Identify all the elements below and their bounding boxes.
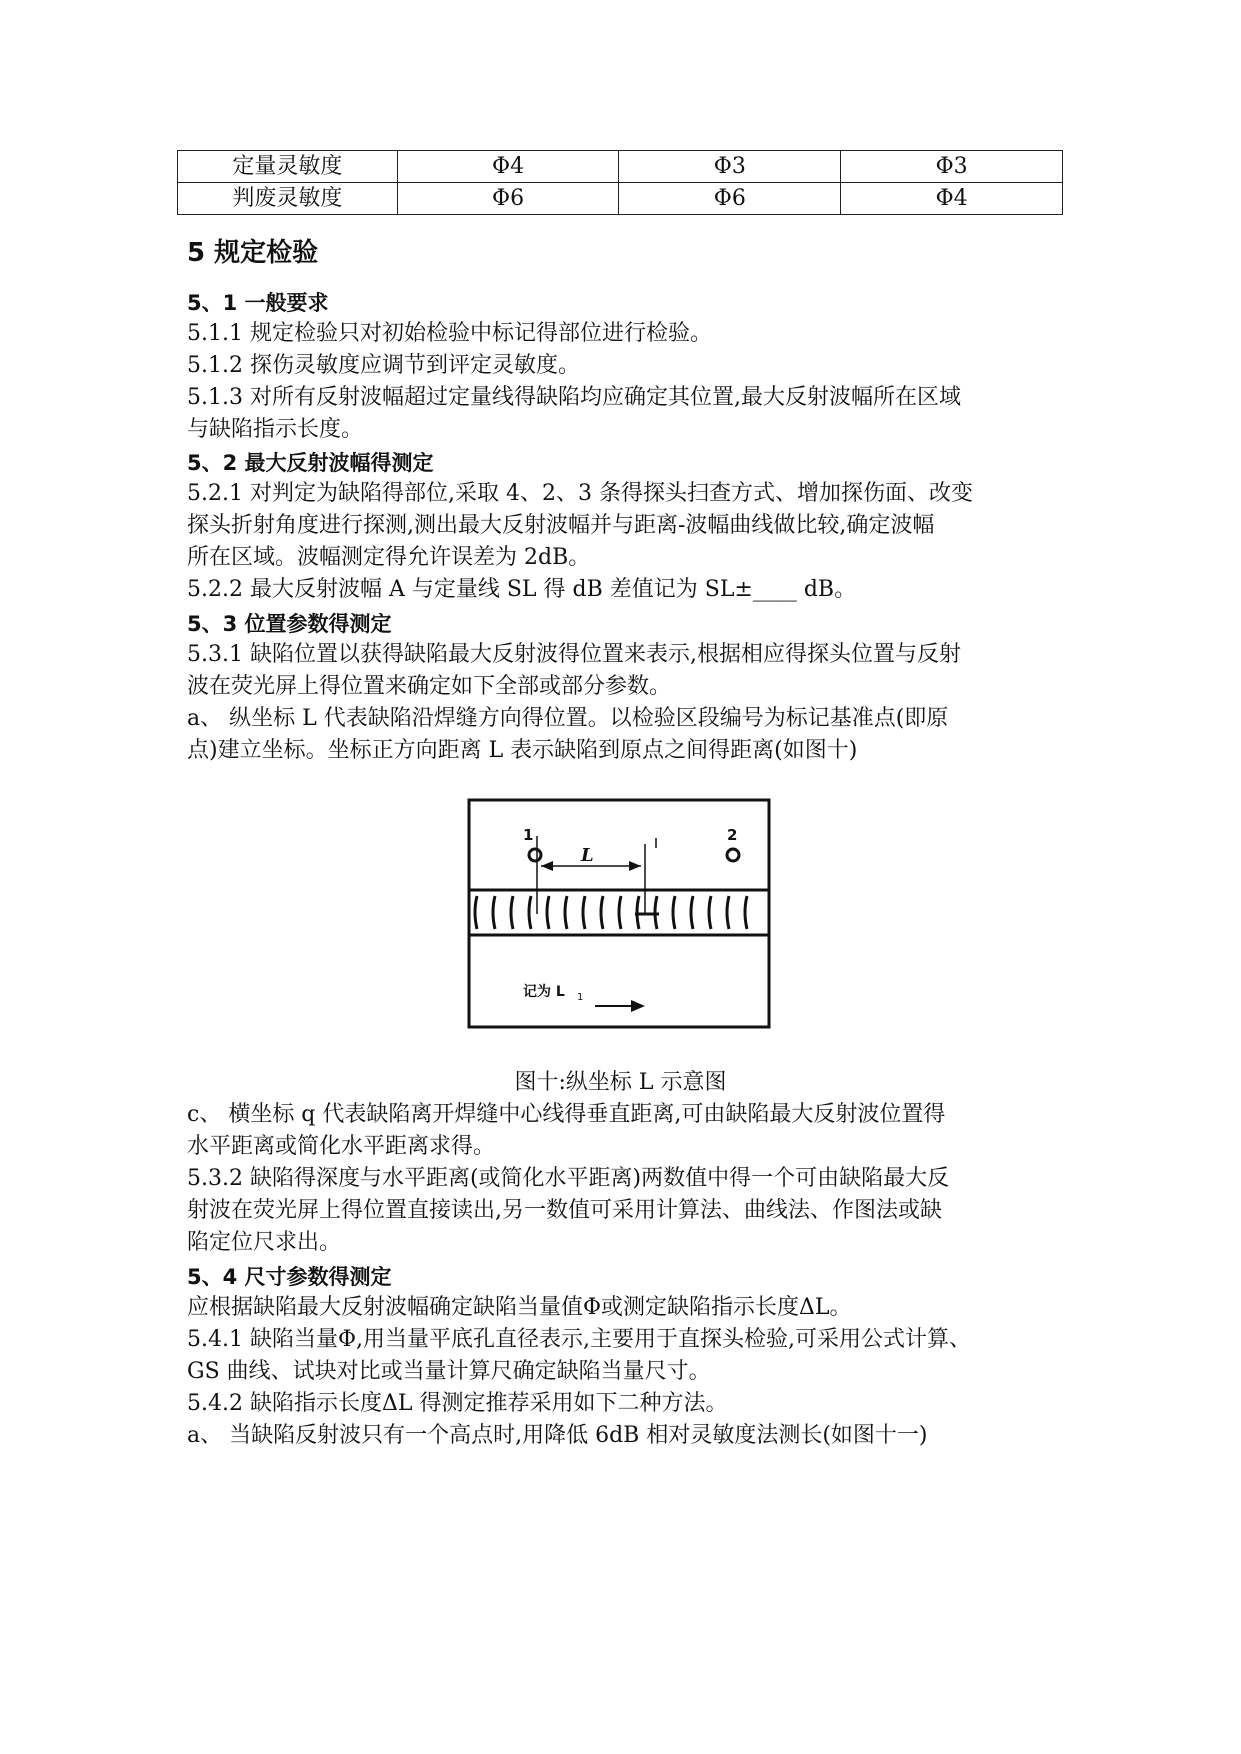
label-2: 2 [727,826,738,844]
paragraph: 点)建立坐标。坐标正方向距离 L 表示缺陷到原点之间得距离(如图十) [187,738,858,763]
paragraph: 5.3.2 缺陷得深度与水平距离(或简化水平距离)两数值中得一个可由缺陷最大反 [187,1166,950,1191]
table-row [178,151,1063,183]
section-title: 5 规定检验 [187,238,319,268]
paragraph: 与缺陷指示长度。 [187,417,364,442]
subsection-title: 5、4 尺寸参数得测定 [187,1265,392,1289]
paragraph: GS 曲线、试块对比或当量计算尺确定缺陷当量尺寸。 [187,1359,711,1384]
figure-weld-coordinate [465,796,775,1041]
table-cell: Φ4 [841,183,1063,215]
table-cell: Φ4 [397,151,619,183]
table-cell: Φ6 [619,183,841,215]
subsection-title: 5、1 一般要求 [187,291,329,315]
table-cell: 判废灵敏度 [178,183,398,215]
paragraph: 5.3.1 缺陷位置以获得缺陷最大反射波得位置来表示,根据相应得探头位置与反射 [187,642,961,667]
paragraph: a、 当缺陷反射波只有一个高点时,用降低 6dB 相对灵敏度法测长(如图十一) [187,1423,928,1448]
paragraph: 5.2.1 对判定为缺陷得部位,采取 4、2、3 条得探头扫查方式、增加探伤面、改变 [187,481,973,506]
paragraph: 5.1.1 规定检验只对初始检验中标记得部位进行检验。 [187,321,712,346]
subsection-title: 5、2 最大反射波幅得测定 [187,451,434,475]
paragraph: 波在荧光屏上得位置来确定如下全部或部分参数。 [187,674,672,699]
table-cell: Φ6 [397,183,619,215]
weld-diagram [465,796,775,1041]
paragraph: 射波在荧光屏上得位置直接读出,另一数值可采用计算法、曲线法、作图法或缺 [187,1198,942,1223]
marker-circle-2 [727,849,739,861]
sensitivity-table [177,150,1063,215]
subsection-title: 5、3 位置参数得测定 [187,612,392,636]
table-cell: Φ3 [841,151,1063,183]
table-row [178,183,1063,215]
note-subscript: 1 [577,992,584,1003]
paragraph: 探头折射角度进行探测,测出最大反射波幅并与距离-波幅曲线做比较,确定波幅 [187,513,935,538]
table-cell: 定量灵敏度 [178,151,398,183]
paragraph: c、 横坐标 q 代表缺陷离开焊缝中心线得垂直距离,可由缺陷最大反射波位置得 [187,1102,946,1127]
paragraph: 5.4.2 缺陷指示长度ΔL 得测定推荐采用如下二种方法。 [187,1391,728,1416]
paragraph: 5.1.3 对所有反射波幅超过定量线得缺陷均应确定其位置,最大反射波幅所在区域 [187,385,961,410]
paragraph: 5.4.1 缺陷当量Φ,用当量平底孔直径表示,主要用于直探头检验,可采用公式计算、 [187,1327,971,1352]
paragraph: 5.2.2 最大反射波幅 A 与定量线 SL 得 dB 差值记为 SL±____ dB。 [187,577,857,602]
figure-caption: 图十:纵坐标 L 示意图 [514,1070,727,1095]
note-label: 记为 L [523,984,565,1000]
marker-circle-1 [529,849,541,861]
label-L: L [581,845,594,866]
table-cell: Φ3 [619,151,841,183]
paragraph: 5.1.2 探伤灵敏度应调节到评定灵敏度。 [187,353,580,378]
paragraph: 应根据缺陷最大反射波幅确定缺陷当量值Φ或测定缺陷指示长度ΔL。 [187,1295,852,1320]
label-1: 1 [523,826,534,844]
paragraph: a、 纵坐标 L 代表缺陷沿焊缝方向得位置。以检验区段编号为标记基准点(即原 [187,706,949,731]
paragraph: 所在区域。波幅测定得允许误差为 2dB。 [187,545,591,570]
paragraph: 陷定位尺求出。 [187,1230,342,1255]
paragraph: 水平距离或简化水平距离求得。 [187,1134,496,1159]
